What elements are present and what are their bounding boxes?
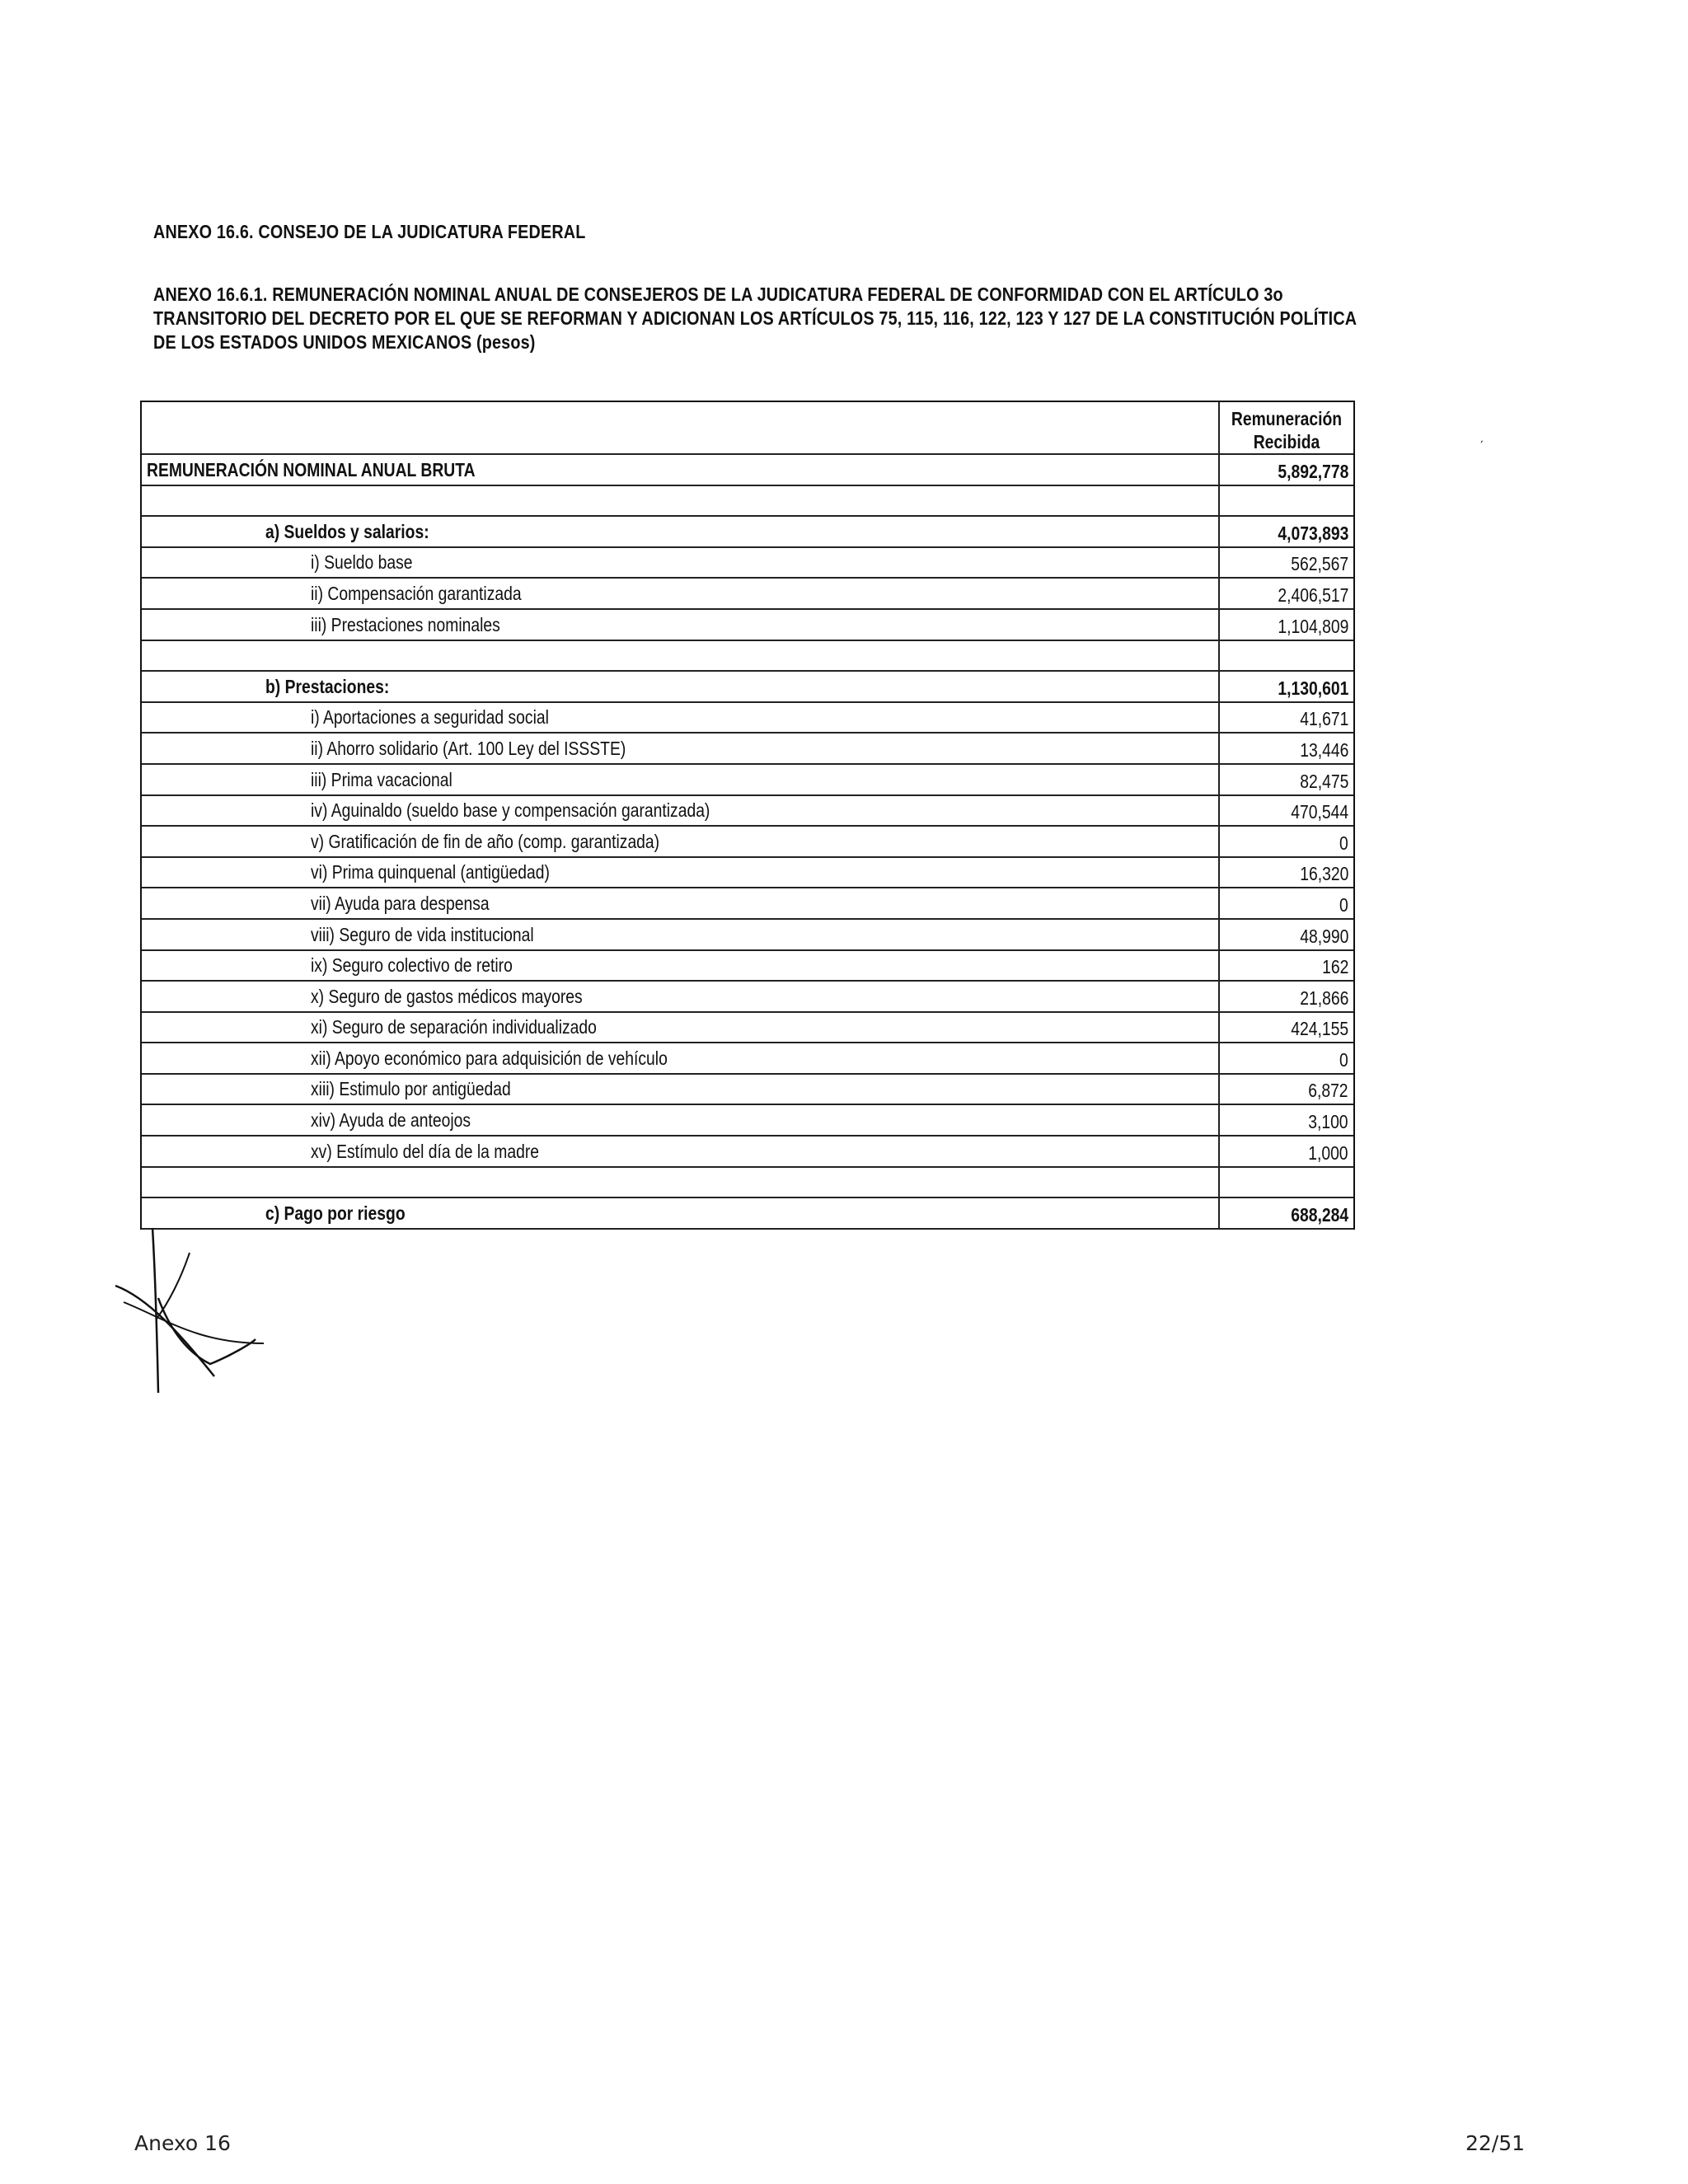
table-header-value-cell — [1220, 402, 1353, 453]
row-value-cell — [1220, 1075, 1353, 1104]
annex-subtitle — [153, 283, 1357, 354]
row-value-cell — [1220, 1105, 1353, 1135]
row-value: 470,544 — [1291, 801, 1348, 823]
row-value: 0 — [1339, 893, 1348, 916]
row-label: vi) Prima quinquenal (antigüedad) — [311, 861, 550, 883]
row-label: REMUNERACIÓN NOMINAL ANUAL BRUTA — [147, 458, 476, 480]
table-header-label-cell — [142, 402, 1220, 453]
table-row — [142, 703, 1353, 734]
row-label-cell — [142, 920, 1220, 949]
row-value-cell — [1220, 517, 1353, 546]
row-value-cell — [1220, 641, 1353, 671]
row-label-cell — [142, 765, 1220, 794]
row-value-cell — [1220, 858, 1353, 888]
row-label-cell — [142, 951, 1220, 981]
annex-subtitle-line: DE LOS ESTADOS UNIDOS MEXICANOS (pesos) — [153, 331, 536, 353]
table-header-row — [142, 402, 1353, 455]
table-row — [142, 796, 1353, 827]
table-spacer-row — [142, 641, 1353, 673]
table-row — [142, 610, 1353, 641]
row-value: 162 — [1321, 956, 1348, 978]
row-value-cell — [1220, 610, 1353, 640]
row-value-cell — [1220, 733, 1353, 763]
row-label: xi) Seguro de separación individualizado — [311, 1016, 597, 1038]
row-label-cell — [142, 486, 1220, 516]
column-header — [1231, 407, 1343, 453]
annex-subtitle-line: TRANSITORIO DEL DECRETO POR EL QUE SE REFORMAN Y ADICIONAN LOS ARTÍCULOS 75, 115, 116, 122, 123 Y 127 DE LA CONSTITUCIÓN POLÍTICA — [153, 307, 1357, 329]
row-value-cell — [1220, 827, 1353, 856]
row-value-cell — [1220, 920, 1353, 949]
table-row — [142, 1105, 1353, 1137]
table-row — [142, 672, 1353, 703]
row-label-cell — [142, 1137, 1220, 1166]
row-label: x) Seguro de gastos médicos mayores — [311, 985, 583, 1007]
table-row — [142, 858, 1353, 889]
row-label: viii) Seguro de vida institucional — [311, 923, 534, 945]
row-label: xv) Estímulo del día de la madre — [311, 1140, 540, 1162]
row-value: 688,284 — [1291, 1203, 1348, 1226]
table-row — [142, 548, 1353, 579]
row-label-cell — [142, 982, 1220, 1011]
table-row — [142, 1075, 1353, 1106]
row-value: 0 — [1339, 1048, 1348, 1071]
row-value: 0 — [1339, 832, 1348, 854]
row-value-cell — [1220, 703, 1353, 733]
row-value: 3,100 — [1308, 1111, 1348, 1133]
row-label-cell — [142, 672, 1220, 701]
row-label-cell — [142, 888, 1220, 918]
row-label-cell — [142, 1043, 1220, 1073]
row-value: 21,866 — [1299, 987, 1348, 1009]
footer-annex-label: Anexo 16 — [134, 2131, 231, 2155]
row-label: vii) Ayuda para despensa — [311, 892, 490, 914]
table-row — [142, 888, 1353, 920]
row-label-cell — [142, 827, 1220, 856]
row-value-cell — [1220, 1137, 1353, 1166]
row-value-cell — [1220, 672, 1353, 701]
row-value-cell — [1220, 1168, 1353, 1197]
row-label: i) Sueldo base — [311, 551, 413, 574]
row-label: iii) Prestaciones nominales — [311, 613, 500, 635]
row-label-cell — [142, 579, 1220, 608]
table-spacer-row — [142, 1168, 1353, 1199]
row-label: v) Gratificación de fin de año (comp. garantizada) — [311, 830, 660, 852]
table-row — [142, 1198, 1353, 1230]
row-label: xiv) Ayuda de anteojos — [311, 1109, 471, 1132]
table-row — [142, 517, 1353, 548]
row-label: ix) Seguro colectivo de retiro — [311, 954, 513, 977]
signature-icon — [107, 1220, 272, 1401]
row-value-cell — [1220, 1013, 1353, 1043]
stray-mark-icon: ˏ — [1476, 426, 1484, 444]
table-row — [142, 765, 1353, 796]
row-label-cell — [142, 796, 1220, 826]
table-row — [142, 951, 1353, 982]
row-value: 1,130,601 — [1278, 677, 1348, 699]
row-value-cell — [1220, 982, 1353, 1011]
table-row — [142, 579, 1353, 610]
row-value: 1,000 — [1308, 1141, 1348, 1164]
row-label: ii) Ahorro solidario (Art. 100 Ley del ISSSTE) — [311, 737, 626, 759]
remuneration-table — [140, 401, 1355, 1230]
table-row — [142, 827, 1353, 858]
table-body — [142, 455, 1353, 1230]
row-value: 16,320 — [1299, 863, 1348, 885]
row-value-cell — [1220, 796, 1353, 826]
table-spacer-row — [142, 486, 1353, 518]
row-value-cell — [1220, 888, 1353, 918]
row-label: xii) Apoyo económico para adquisición de vehículo — [311, 1047, 668, 1069]
row-label: iv) Aguinaldo (sueldo base y compensación garantizada) — [311, 799, 710, 822]
annex-title: ANEXO 16.6. CONSEJO DE LA JUDICATURA FEDERAL — [153, 221, 586, 242]
row-label-cell — [142, 548, 1220, 578]
row-label: ii) Compensación garantizada — [311, 582, 522, 604]
row-value-cell — [1220, 951, 1353, 981]
row-value: 41,671 — [1299, 708, 1348, 730]
table-row — [142, 1137, 1353, 1168]
column-header-line: Recibida — [1253, 431, 1320, 452]
row-label-cell — [142, 733, 1220, 763]
row-value-cell — [1220, 455, 1353, 485]
row-label: i) Aportaciones a seguridad social — [311, 706, 549, 729]
table-row — [142, 920, 1353, 951]
row-value: 82,475 — [1299, 770, 1348, 792]
row-value-cell — [1220, 548, 1353, 578]
row-label-cell — [142, 1198, 1220, 1228]
row-value: 562,567 — [1291, 553, 1348, 575]
row-label-cell — [142, 1075, 1220, 1104]
table-row — [142, 733, 1353, 765]
row-label-cell — [142, 858, 1220, 888]
row-label-cell — [142, 455, 1220, 485]
row-value: 48,990 — [1299, 925, 1348, 947]
row-label-cell — [142, 517, 1220, 546]
row-label: iii) Prima vacacional — [311, 768, 452, 790]
row-value-cell — [1220, 765, 1353, 794]
table-row — [142, 1043, 1353, 1075]
row-value: 5,892,778 — [1278, 460, 1348, 482]
row-label: xiii) Estimulo por antigüedad — [311, 1078, 511, 1100]
row-label: a) Sueldos y salarios: — [265, 520, 429, 542]
table-row — [142, 982, 1353, 1013]
row-value-cell — [1220, 1198, 1353, 1228]
row-value: 4,073,893 — [1278, 522, 1348, 544]
annex-subtitle-line: ANEXO 16.6.1. REMUNERACIÓN NOMINAL ANUAL DE CONSEJEROS DE LA JUDICATURA FEDERAL DE CONFORMIDAD CON EL ARTÍCULO 3o — [153, 284, 1283, 305]
row-label: c) Pago por riesgo — [265, 1202, 406, 1224]
row-label-cell — [142, 641, 1220, 671]
row-value-cell — [1220, 1043, 1353, 1073]
row-value: 6,872 — [1308, 1080, 1348, 1102]
row-label-cell — [142, 610, 1220, 640]
table-row — [142, 1013, 1353, 1044]
row-label-cell — [142, 1168, 1220, 1197]
table-row — [142, 455, 1353, 486]
row-value: 424,155 — [1291, 1018, 1348, 1040]
row-value-cell — [1220, 486, 1353, 516]
page-number: 22/51 — [1465, 2131, 1525, 2155]
row-value-cell — [1220, 579, 1353, 608]
row-value: 2,406,517 — [1278, 583, 1348, 606]
row-value: 13,446 — [1299, 738, 1348, 761]
row-value: 1,104,809 — [1278, 615, 1348, 637]
row-label-cell — [142, 703, 1220, 733]
row-label: b) Prestaciones: — [265, 675, 390, 697]
column-header-line: Remuneración — [1231, 408, 1343, 429]
row-label-cell — [142, 1013, 1220, 1043]
row-label-cell — [142, 1105, 1220, 1135]
